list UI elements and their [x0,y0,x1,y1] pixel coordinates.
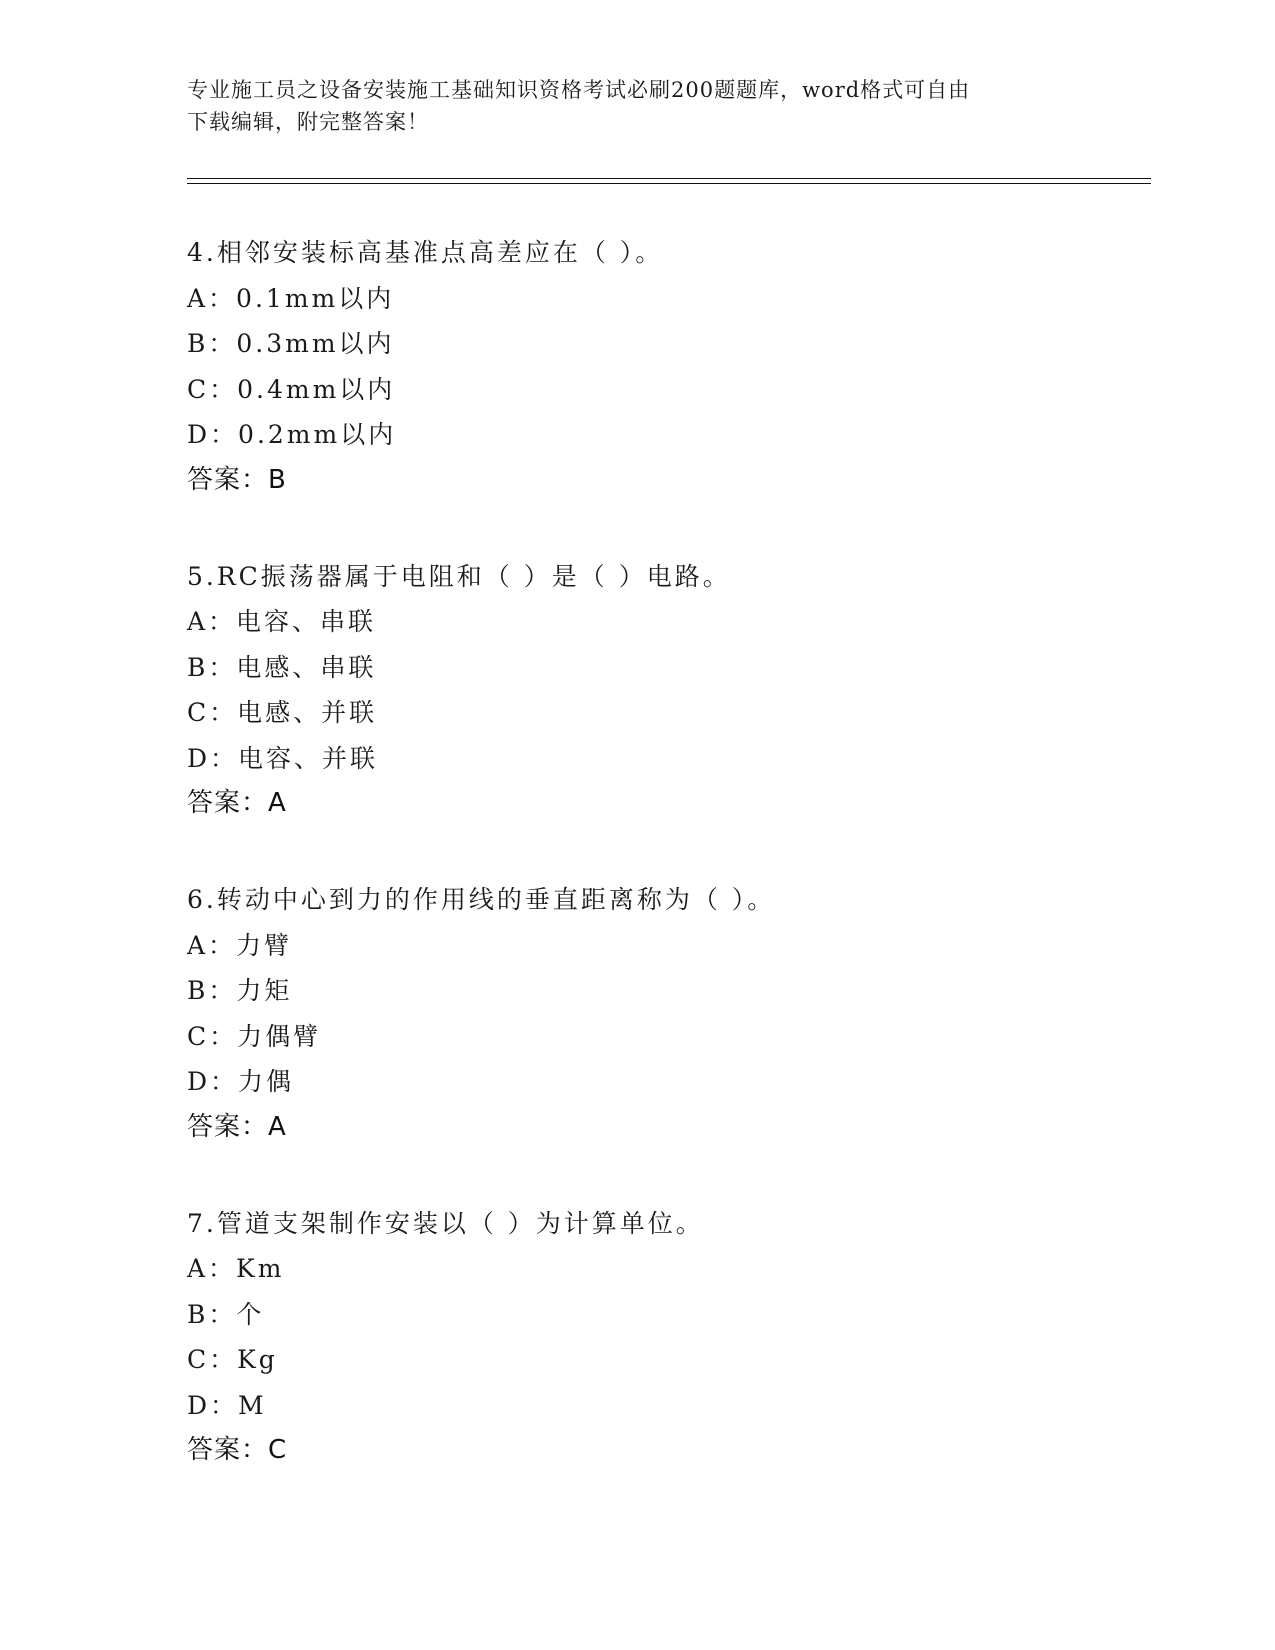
option-a: A：力臂 [187,930,293,960]
option-b: B：0.3mm以内 [187,329,395,358]
question-4 [187,230,1147,502]
question-stem: 5.RC振荡器属于电阻和（ ）是（ ）电路。 [187,561,731,591]
header-line-1: 专业施工员之设备安装施工基础知识资格考试必刷200题题库，word格式可自由 [187,78,971,102]
option-a: A：Km [187,1254,285,1283]
question-6 [187,877,1147,1149]
option-c: C：电感、并联 [187,698,378,727]
option-b: B：电感、串联 [187,652,377,682]
answer-line: 答案：B [187,464,287,495]
question-5 [187,554,1147,826]
question-stem: 6.转动中心到力的作用线的垂直距离称为（ ）。 [187,885,776,914]
option-d: D：0.2mm以内 [187,420,397,449]
option-c: C：力偶臂 [187,1021,322,1051]
answer-line: 答案：C [187,1435,288,1465]
option-d: D：电容、并联 [187,743,379,773]
option-c: C：Kg [187,1345,278,1374]
option-a: A：电容、串联 [187,607,377,636]
option-c: C：0.4mm以内 [187,374,396,404]
option-d: D：力偶 [187,1067,295,1096]
answer-line: 答案：A [187,788,287,818]
header-divider-top [187,178,1151,179]
answer-line: 答案：A [187,1111,287,1142]
question-7 [187,1201,1147,1473]
header-divider-bottom [187,183,1151,184]
option-d: D：M [187,1390,267,1420]
option-a: A：0.1mm以内 [187,283,395,313]
question-list [187,230,1147,1524]
question-stem: 7.管道支架制作安装以（ ）为计算单位。 [187,1208,704,1238]
document-header [187,74,1087,138]
option-b: B：个 [187,1299,265,1329]
option-b: B：力矩 [187,976,293,1005]
question-stem: 4.相邻安装标高基准点高差应在（ ）。 [187,238,664,267]
header-line-2: 下载编辑，附完整答案！ [187,110,429,134]
